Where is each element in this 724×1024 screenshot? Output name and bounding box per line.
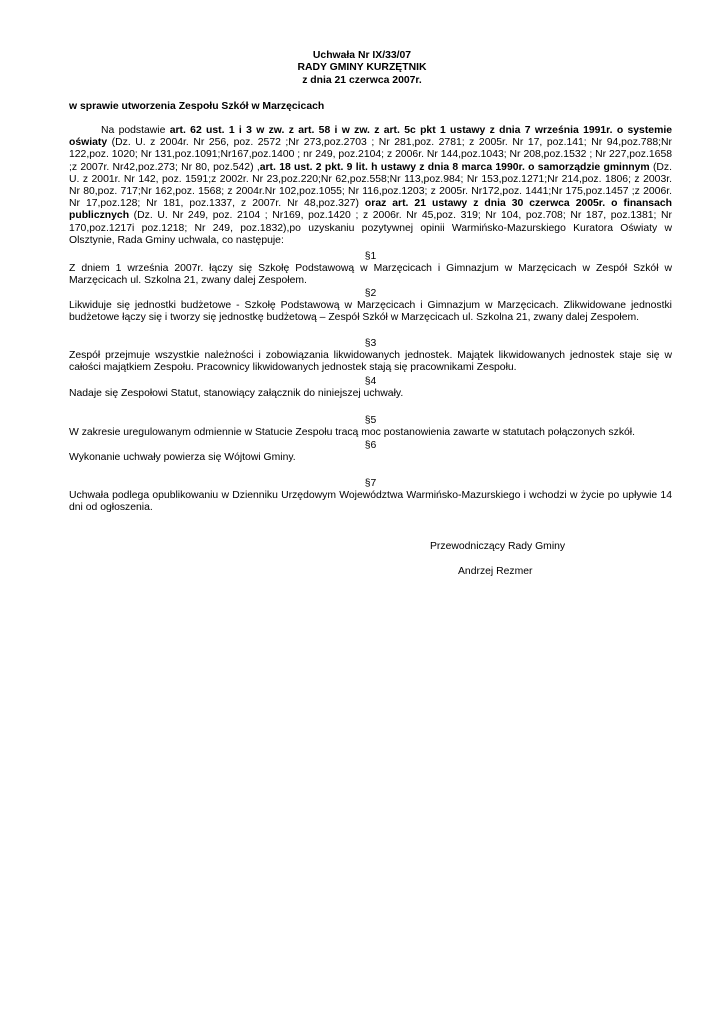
council-name: RADY GMINY KURZĘTNIK	[297, 62, 427, 74]
section-sign: §6	[364, 440, 377, 451]
resolution-number: Uchwała Nr IX/33/07	[312, 50, 412, 61]
section-text: Z dniem 1 września 2007r. łączy się Szkołę Podstawową w Marzęcicach i Gimnazjum w Marzęcicach w Zespół Szkół w Marzęcicach ul. Szkolna 21, zwany dalej Zespołem.	[69, 263, 672, 287]
resolution-subject: w sprawie utworzenia Zespołu Szkół w Marzęcicach	[69, 101, 325, 112]
legal-basis	[69, 125, 672, 247]
section-6	[69, 440, 672, 464]
section-2	[69, 288, 672, 325]
legal-citation-bold: art. 18 ust. 2 pkt. 9 lit. h ustawy z dnia 8 marca 1990r. o samorządzie gminnym	[259, 161, 650, 173]
section-7	[69, 478, 672, 515]
resolution-date: z dnia 21 czerwca 2007r.	[302, 74, 422, 86]
legal-basis-text	[69, 125, 672, 247]
section-sign: §2	[364, 288, 377, 299]
section-sign: §7	[364, 478, 377, 489]
section-4	[69, 376, 672, 400]
legal-citation-text: (Dz. U. z 2004r. Nr 256, poz. 2572 ;Nr 273,poz.2703 ; Nr 281,poz. 2781; z 2005r. Nr 17, poz.141; Nr 94,poz.788;Nr 122,poz. 1020; Nr 131,poz.1091;Nr167,poz.1400 ; nr 249, poz.2104; z 2006r. Nr 144,poz.1043; Nr 208,poz.1532 ; Nr 227,poz.1658 ;z 2007r. Nr42,poz.273; Nr 80, poz.542) ,	[69, 137, 672, 173]
section-sign: §1	[364, 251, 377, 262]
resolution-header	[0, 50, 724, 87]
section-text: Uchwała podlega opublikowaniu w Dzienniku Urzędowym Województwa Warmińsko-Mazurskiego i wchodzi w życie po upływie 14 dni od ogłoszenia.	[69, 490, 672, 514]
section-text: Nadaje się Zespołowi Statut, stanowiący załącznik do niniejszej uchwały.	[69, 388, 404, 400]
legal-citation-bold: art. 62 ust. 1 i 3 w zw. z art. 58 i w zw. z art. 5c pkt 1 ustawy z dnia 7 września 1991r. o systemie oświaty	[69, 125, 672, 149]
section-text: W zakresie uregulowanym odmiennie w Statucie Zespołu tracą moc postanowienia zawarte w statutach połączonych szkół.	[69, 427, 635, 439]
legal-citation-bold: oraz art. 21 ustawy z dnia 30 czerwca 2005r. o finansach publicznych	[69, 198, 672, 222]
section-5	[69, 415, 672, 439]
section-1	[69, 251, 672, 288]
section-sign: §5	[364, 415, 377, 426]
section-text: Likwiduje się jednostki budżetowe - Szkołę Podstawową w Marzęcicach i Gimnazjum w Marzęcicach. Zlikwidowane jednostki budżetowe łączy się i tworzy się jednostkę budżetową – Zespół Szkół w Marzęcicach ul. Szkolna 21, zwany dalej Zespołem.	[69, 300, 672, 324]
legal-citation-text: (Dz. U. Nr 249, poz. 2104 ; Nr169, poz.1420 ; z 2006r. Nr 45,poz. 319; Nr 104, poz.708; Nr 187, poz.1381; Nr 170,poz.1217i poz.1218; Nr 249, poz.1832),po uzyskaniu pozytywnej opinii Warmińsko-Mazurskiego Kuratora Oświaty w Olsztynie, Rada Gminy uchwala, co następuje:	[69, 210, 672, 246]
section-text: Wykonanie uchwały powierza się Wójtowi Gminy.	[69, 452, 296, 464]
signatory-name: Andrzej Rezmer	[458, 566, 533, 577]
signatory-role: Przewodniczący Rady Gminy	[430, 541, 566, 552]
section-sign: §4	[364, 376, 377, 387]
legal-citation-text: Na podstawie	[101, 125, 170, 136]
section-3	[69, 338, 672, 375]
legal-citation-text: (Dz. U. z 2001r. Nr 142, poz. 1591;z 2002r. Nr 23,poz.220;Nr 62,poz.558;Nr 113,poz.984; Nr 153,poz.1271;Nr 214,poz. 1806; z 2003r. Nr 80,poz. 717;Nr 162,poz. 1568; z 2004r.Nr 102,poz.1055; Nr 116,poz.1203; z 2005r. Nr172,poz. 1441;Nr 175,poz.1457 ;z 2006r. Nr 17,poz.128; Nr 181, poz.1337, z 2007r. Nr 48,poz.327)	[69, 161, 672, 210]
section-text: Zespół przejmuje wszystkie należności i zobowiązania likwidowanych jednostek. Majątek likwidowanych jednostek staje się w całości majątkiem Zespołu. Pracownicy likwidowanych jednostek stają się pracownikami Zespołu.	[69, 350, 672, 374]
section-sign: §3	[364, 338, 377, 349]
